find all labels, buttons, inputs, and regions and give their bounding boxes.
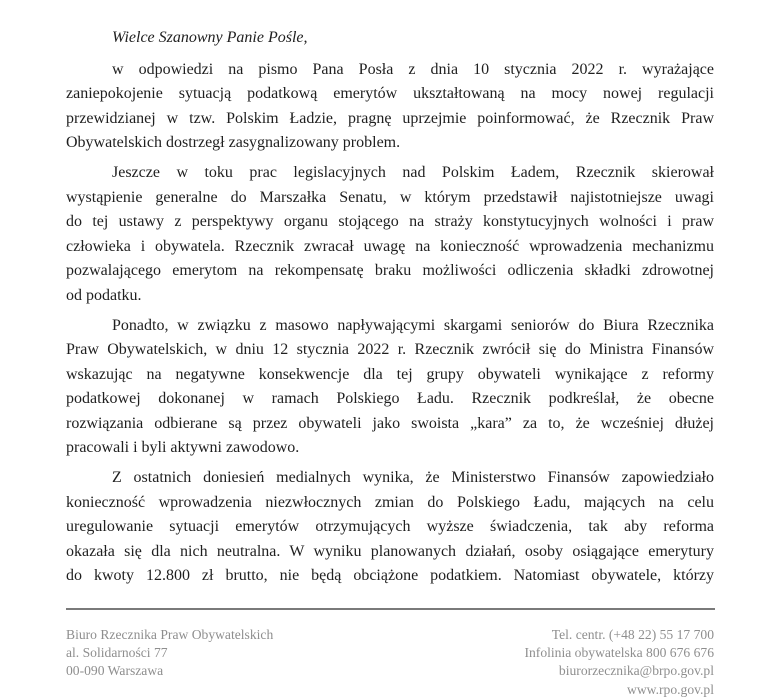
text-line: od podatku. [66, 286, 142, 304]
footer-office-name: Biuro Rzecznika Praw Obywatelskich [66, 626, 274, 642]
text-line: Obywatelskich dostrzegł zasygnalizowany problem. [66, 134, 401, 151]
paragraph-1 [66, 58, 714, 156]
footer-website: www.rpo.gov.pl [627, 681, 714, 697]
text-line: przewidzianej w tzw. Polskim Ładzie, pragnę uprzejmie poinformować, że Rzecznik Praw [66, 109, 714, 127]
text-line: uregulowanie sytuacji emerytów otrzymujących wyższe świadczenia, tak aby reforma [66, 518, 714, 535]
salutation: Wielce Szanowny Panie Pośle, [112, 29, 308, 46]
text-line: rozwiązania odbierane są przez obywateli jako swoista „kara” za to, że wcześniej dłużej [66, 414, 714, 432]
text-line: do kwoty 12.800 zł brutto, nie będą obciążone podatkiem. Natomiast obywatele, którzy [66, 567, 714, 584]
text-line: do tej ustawy z perspektywy organu stojącego na straży konstytucyjnych wolności i praw [66, 213, 714, 230]
paragraph-3 [66, 314, 714, 461]
text-line: w odpowiedzi na pismo Pana Posła z dnia 10 stycznia 2022 r. wyrażające [112, 60, 714, 78]
letter-body [66, 26, 714, 589]
text-line: zaniepokojenie sytuacją podatkową emerytów ukształtowaną na mocy nowej regulacji [66, 85, 714, 102]
footer-city: 00-090 Warszawa [66, 663, 164, 679]
letter-footer [66, 626, 714, 698]
footer-phone: Tel. centr. (+48 22) 55 17 700 [551, 626, 714, 642]
text-line: wskazując na negatywne konsekwencje dla tej grupy obywateli wynikające z reformy [66, 365, 714, 383]
paragraph-4 [66, 466, 714, 589]
footer-street: al. Solidarności 77 [66, 644, 168, 660]
footer-contact-block [524, 626, 714, 698]
text-line: podatkowej dokonanej w ramach Polskiego Ładu. Rzecznik podkreślał, że obecne [66, 390, 714, 407]
footer-hotline: Infolinia obywatelska 800 676 676 [524, 644, 714, 660]
text-line: Ponadto, w związku z masowo napływającymi skargami seniorów do Biura Rzecznika [112, 316, 714, 334]
text-line: okazała się dla nich neutralna. W wyniku planowanych działań, osoby osiągające emerytury [66, 542, 714, 560]
text-line: Jeszcze w toku prac legislacyjnych nad Polskim Ładem, Rzecznik skierował [112, 164, 714, 181]
text-line: konieczność wprowadzenia niezwłocznych zmian do Polskiego Ładu, mających na celu [66, 493, 714, 511]
text-line: człowieka i obywatela. Rzecznik zwracał uwagę na konieczność wprowadzenia mechanizmu [66, 237, 714, 255]
footer-address-block [66, 626, 273, 698]
text-line: Praw Obywatelskich, w dniu 12 stycznia 2022 r. Rzecznik zwrócił się do Ministra Finansów [66, 341, 714, 358]
footer-divider [66, 608, 715, 610]
text-line: pracowali i byli aktywni zawodowo. [66, 439, 300, 456]
text-line: wystąpienie generalne do Marszałka Senatu, w którym przedstawił najistotniejsze uwagi [66, 188, 714, 206]
text-line: Z ostatnich doniesień medialnych wynika, że Ministerstwo Finansów zapowiedziało [112, 469, 714, 486]
paragraph-2 [66, 161, 714, 308]
footer-email: biurorzecznika@brpo.gov.pl [558, 663, 714, 679]
text-line: pozwalającego emerytom na rekompensatę braku możliwości odliczenia składki zdrowotnej [66, 262, 714, 279]
